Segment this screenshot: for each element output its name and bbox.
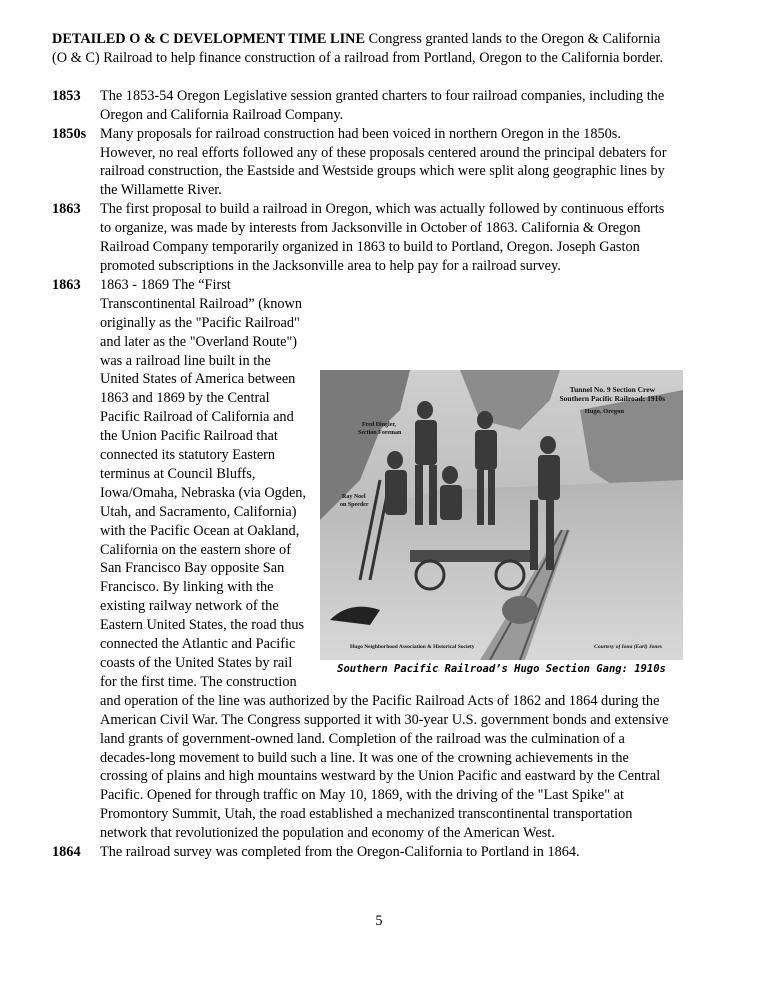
timeline-year: 1864 — [52, 844, 81, 861]
timeline-year: 1850s — [52, 125, 87, 142]
photo-label-foreman: Fred Dingler, — [362, 422, 396, 429]
timeline-text: Many proposals for railroad construction had been voiced in northern Oregon in the 1850s. However, no real efforts followed any of these proposals centered around the principal debaters for railroad construction, the Eastside and Westside groups which were split along geographic lines by the Willamette River. — [100, 125, 667, 199]
photo-credit-right: Courtesy of Iona (Earl) Jones — [594, 644, 662, 651]
section-crew-photo — [320, 370, 683, 660]
timeline-entry — [52, 125, 677, 201]
photo-title-line1: Tunnel No. 9 Section Crew — [569, 385, 655, 395]
timeline-entry — [52, 200, 677, 276]
timeline-entry — [52, 843, 677, 862]
document-page — [52, 30, 677, 862]
photo-label-speeder-title: on Speeder — [340, 502, 369, 509]
timeline-year: 1863 — [52, 201, 81, 218]
photo-location: Hugo, Oregon — [584, 408, 624, 416]
timeline-year: 1853 — [52, 87, 81, 104]
intro-text: Congress granted lands to the Oregon & California (O & C) Railroad to help finance construction of a railroad from Portland, Oregon to the California border. — [52, 31, 664, 66]
timeline-entry — [52, 276, 677, 843]
photo-label-speeder: Ray Noel — [342, 494, 366, 501]
timeline-text: The first proposal to build a railroad in Oregon, which was actually followed by continuous efforts to organize, was made by interests from Jacksonville in October of 1863. California & Oregon Railroad Company temporarily organized in 1863 to build to Portland, Oregon. Joseph Gaston promoted subscriptions in the Jacksonville area to help pay for a railroad survey. — [100, 201, 665, 274]
dog — [502, 596, 538, 624]
page-number: 5 — [375, 913, 383, 929]
photo-caption: Southern Pacific Railroad’s Hugo Section Gang: 1910s — [337, 663, 666, 676]
photo-title-line2: Southern Pacific Railroad: 1910s — [559, 394, 665, 404]
timeline-text: 1863 - 1869 The “First Transcontinental Railroad” (known originally as the "Pacific Railroad" and later as the "Overland Route") was a railroad line built in the United States of America between 1863 and 1869 by the Central Pacific Railroad of California and the Union Pacific Railroad that connected its statutory Eastern terminus at Council Bluffs, Iowa/Omaha, Nebraska (via Ogden, Utah, and Sacramento, California) with the Pacific Ocean at Oakland, California on the eastern shore of San Francisco Bay opposite San Francisco. By linking with the existing railway network of the Eastern United States, the road thus connected the Atlantic and Pacific coasts of the United States by rail for the first time. The construction and operation of the line was authorized by the Pacific Railroad Acts of 1862 and 1864 during the American Civil War. The Congress supported it with 30-year U.S. government bonds and extensive land grants of government-owned land. Completion of the railroad was the culmination of a decades-long movement to build such a line. It was one of the crowning achievements in the crossing of plains and high mountains westward by the Union Pacific and eastward by the Central Pacific. Opened for through traffic on May 10, 1869, with the driving of the "Last Spike" at Promontory Summit, Utah, the road established a mechanized transcontinental transportation network that revolutionized the population and economy of the American West. — [100, 276, 669, 842]
timeline-text: The railroad survey was completed from the Oregon-California to Portland in 1864. — [100, 844, 580, 861]
timeline-entry — [52, 87, 677, 125]
timeline-year: 1863 — [52, 276, 81, 293]
timeline-text: The 1853-54 Oregon Legislative session granted charters to four railroad companies, including the Oregon and California Railroad Company. — [100, 87, 665, 123]
photo-label-foreman-title: Section Foreman — [358, 430, 402, 437]
photo-credit-left: Hugo Neighborhood Association & Historical Society — [350, 644, 475, 651]
section-heading: DETAILED O & C DEVELOPMENT TIME LINE — [52, 31, 365, 47]
intro-paragraph — [52, 30, 677, 68]
photo-figure — [320, 370, 683, 676]
